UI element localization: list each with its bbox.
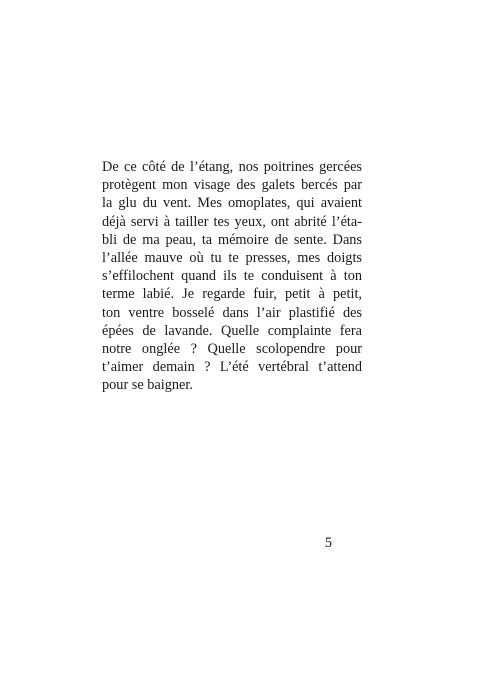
- text-line: protègent mon visage des galets bercés par: [102, 177, 362, 194]
- text-line: terme labié. Je regarde fuir, petit à petit,: [102, 286, 362, 303]
- text-line: s’effilochent quand ils te conduisent à ton: [102, 268, 362, 285]
- text-line: ton ventre bosselé dans l’air plastifié des: [102, 304, 362, 321]
- text-line: la glu du vent. Mes omoplates, qui avaient: [102, 195, 362, 212]
- text-line: pour se baigner.: [102, 377, 193, 394]
- text-line: De ce côté de l’étang, nos poitrines gercées: [102, 159, 362, 175]
- page-number: 5: [324, 535, 332, 551]
- prose-paragraph: [102, 158, 362, 394]
- text-line: déjà servi à tailler tes yeux, ont abrité l’éta-: [102, 213, 362, 230]
- text-line: épées de lavande. Quelle complainte fera: [102, 322, 362, 339]
- text-line: t’aimer demain ? L’été vertébral t’attend: [102, 359, 362, 376]
- text-line: bli de ma peau, ta mémoire de sente. Dans: [102, 231, 362, 248]
- text-line: notre onglée ? Quelle scolopendre pour: [102, 340, 362, 357]
- text-line: l’allée mauve où tu te presses, mes doigts: [102, 249, 362, 266]
